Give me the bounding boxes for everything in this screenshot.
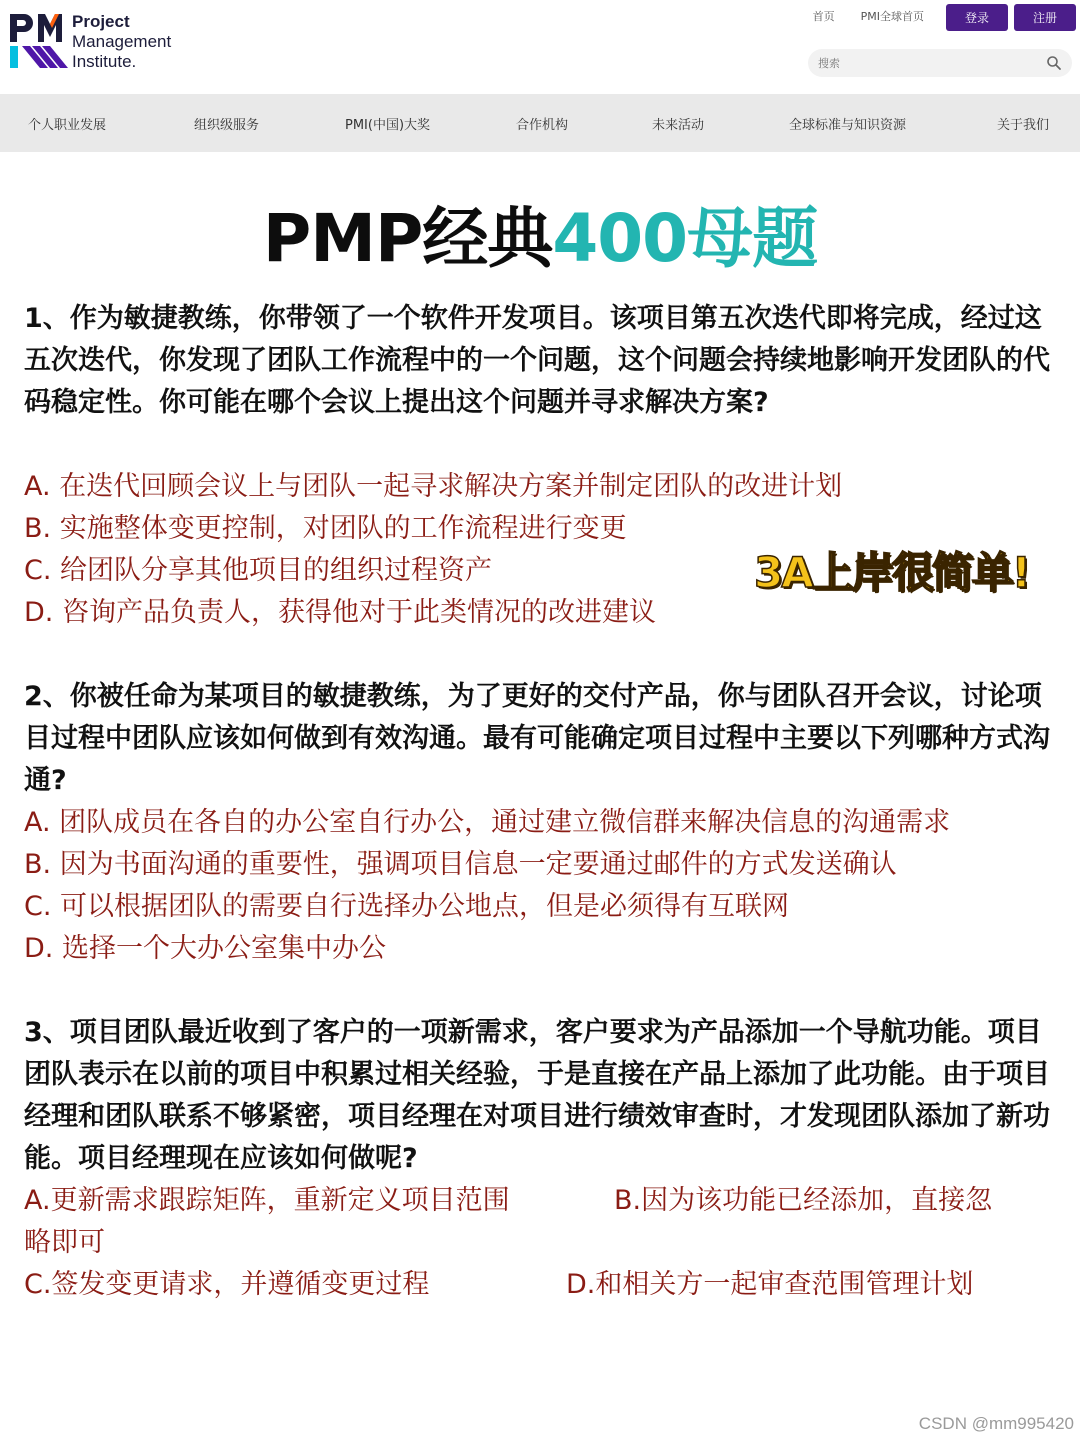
- question-1-option-a: A. 在迭代回顾会议上与团队一起寻求解决方案并制定团队的改进计划: [24, 471, 843, 502]
- main-nav: [0, 94, 1080, 152]
- nav-item-events[interactable]: 未来活动: [652, 118, 705, 133]
- home-link[interactable]: 首页: [812, 10, 835, 23]
- search-icon[interactable]: [1046, 55, 1062, 71]
- nav-item-standards[interactable]: 全球标准与知识资源: [789, 118, 907, 133]
- login-button[interactable]: 登录: [946, 4, 1008, 31]
- logo-wordmark: [72, 12, 171, 72]
- title-part-1: PMP经典: [262, 200, 553, 277]
- question-1-stem: 1、作为敏捷教练，你带领了一个软件开发项目。该项目第五次迭代即将完成，经过这五次迭代，你发现了团队工作流程中的一个问题，这个问题会持续地影响开发团队的代码稳定性。你可能在哪个会议上提出这个问题并寻求解决方案?: [24, 303, 1050, 418]
- question-1-option-b: B. 实施整体变更控制，对团队的工作流程进行变更: [24, 513, 627, 544]
- site-header: [0, 0, 1080, 94]
- nav-item-about[interactable]: 关于我们: [997, 118, 1050, 133]
- auth-buttons: [946, 4, 1076, 31]
- pmi-logo[interactable]: [8, 12, 198, 72]
- question-3-option-a: A.更新需求跟踪矩阵，重新定义项目范围: [24, 1185, 510, 1216]
- question-2-option-a: A. 团队成员在各自的办公室自行办公，通过建立微信群来解决信息的沟通需求: [24, 807, 951, 838]
- search-input[interactable]: [818, 54, 1038, 72]
- question-3-option-b-continued: 略即可: [24, 1227, 105, 1258]
- csdn-watermark: CSDN @mm995420: [918, 1414, 1074, 1433]
- question-2-option-c: C. 可以根据团队的需要自行选择办公地点，但是必须得有互联网: [24, 891, 790, 922]
- question-2-option-d: D. 选择一个大办公室集中办公: [24, 933, 386, 964]
- top-links: [813, 8, 924, 24]
- nav-item-career[interactable]: 个人职业发展: [28, 118, 107, 133]
- nav-item-awards[interactable]: PMI(中国)大奖: [345, 118, 431, 133]
- promo-slogan: 3A上岸很简单!: [754, 548, 1029, 597]
- question-2-stem: 2、你被任命为某项目的敏捷教练，为了更好的交付产品，你与团队召开会议，讨论项目过程中团队应该如何做到有效沟通。最有可能确定项目过程中主要以下列哪种方式沟通?: [24, 681, 1050, 796]
- question-3-stem: 3、项目团队最近收到了客户的一项新需求，客户要求为产品添加一个导航功能。项目团队表示在以前的项目中积累过相关经验，于是直接在产品上添加了此功能。由于项目经理和团队联系不够紧密，项目经理在对项目进行绩效审查时，才发现团队添加了新功能。项目经理现在应该如何做呢?: [24, 1017, 1050, 1174]
- pmi-logo-icon: [8, 12, 68, 70]
- question-3-option-c: C.签发变更请求，并遵循变更过程: [24, 1269, 430, 1300]
- question-3-option-d: D.和相关方一起审查范围管理计划: [566, 1269, 974, 1300]
- page-title: [0, 196, 1080, 282]
- pmi-global-home-link[interactable]: PMI全球首页: [860, 10, 924, 23]
- logo-line-2: Management: [72, 32, 172, 51]
- question-3-option-b: B.因为该功能已经添加，直接忽: [614, 1185, 993, 1216]
- question-1-option-d: D. 咨询产品负责人，获得他对于此类情况的改进建议: [24, 597, 656, 628]
- title-part-2: 400母题: [552, 200, 818, 277]
- question-2-option-b: B. 因为书面沟通的重要性，强调项目信息一定要通过邮件的方式发送确认: [24, 849, 897, 880]
- logo-line-3: Institute.: [72, 52, 137, 71]
- question-1-option-c: C. 给团队分享其他项目的组织过程资产: [24, 555, 493, 586]
- search-bar: [808, 49, 1072, 77]
- register-button[interactable]: 注册: [1014, 4, 1076, 31]
- logo-line-1: Project: [72, 12, 130, 31]
- nav-item-org-services[interactable]: 组织级服务: [194, 118, 260, 133]
- nav-item-partners[interactable]: 合作机构: [516, 118, 569, 133]
